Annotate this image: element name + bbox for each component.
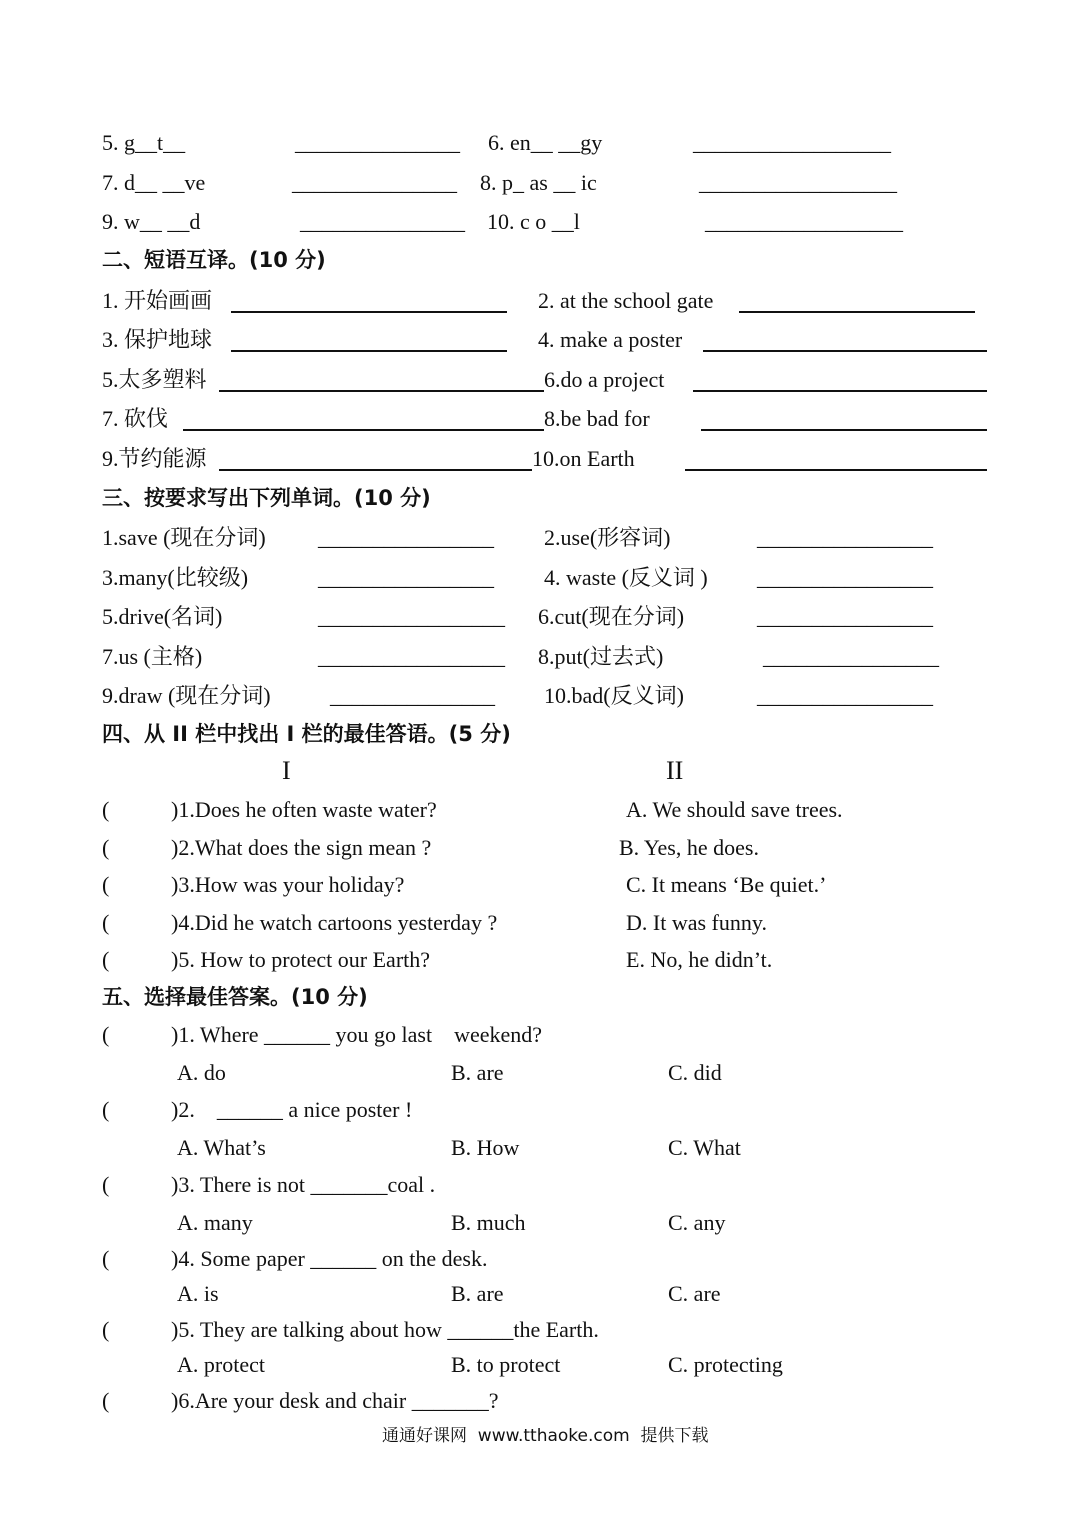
p4-row2-bracket: ( (102, 835, 110, 860)
p5-q1-text: )1. Where ______ you go last weekend? (171, 1022, 543, 1047)
part5-heading: 五、选择最佳答案。(10 分) (102, 985, 368, 1009)
p5-q6-bracket: ( (102, 1388, 110, 1413)
p3-row5-left: 9.draw (现在分词) (102, 683, 271, 708)
p2-item-1: 1. 开始画画 (102, 288, 213, 313)
p4-row1-bracket: ( (102, 797, 110, 822)
p1-row1-left: 5. g__t__ (102, 130, 186, 155)
p3-row2-blank-left: ________________ (318, 565, 494, 590)
p5-q5-bracket: ( (102, 1317, 110, 1342)
column-ii-title: II (666, 756, 684, 785)
p3-row2-blank-right: ________________ (757, 565, 933, 590)
p5-q3-option-b: B. much (451, 1210, 526, 1235)
p5-q3-option-c: C. any (668, 1210, 726, 1235)
p2-item-8: 8.be bad for (544, 406, 650, 431)
p5-q4-option-b: B. are (451, 1281, 504, 1306)
p2-item-5: 5.太多塑料 (102, 367, 207, 392)
p5-q4-bracket: ( (102, 1246, 110, 1271)
p4-row2-question: )2.What does the sign mean ? (171, 835, 432, 860)
p3-row4-left: 7.us (主格) (102, 644, 203, 669)
part2-heading: 二、短语互译。(10 分) (102, 248, 326, 272)
p2-item-10: 10.on Earth (532, 446, 635, 471)
p2-answer-line-1 (231, 311, 507, 313)
p3-row4-right: 8.put(过去式) (538, 644, 664, 669)
p3-row3-blank-left: _________________ (318, 604, 505, 629)
p5-q5-option-b: B. to protect (451, 1352, 561, 1377)
p5-q3-bracket: ( (102, 1172, 110, 1197)
p2-item-9: 9.节约能源 (102, 446, 207, 471)
p4-row5-answer: E. No, he didn’t. (626, 947, 773, 972)
p4-row2-answer: B. Yes, he does. (619, 835, 759, 860)
p3-row2-right: 4. waste (反义词 ) (544, 565, 708, 590)
p5-q1-option-a: A. do (177, 1060, 226, 1085)
p5-q5-option-a: A. protect (177, 1352, 265, 1377)
p5-q3-option-a: A. many (177, 1210, 253, 1235)
p4-row4-answer: D. It was funny. (626, 910, 767, 935)
p2-answer-line-2 (739, 311, 975, 313)
p3-row1-blank-right: ________________ (757, 525, 933, 550)
p5-q5-text: )5. They are talking about how ______the Earth. (171, 1317, 599, 1342)
p3-row4-blank-right: ________________ (763, 644, 939, 669)
p1-row3-left: 9. w__ __d (102, 209, 201, 234)
p2-answer-line-8 (701, 429, 987, 431)
p5-q1-option-b: B. are (451, 1060, 504, 1085)
p1-row3-blank-left: _______________ (300, 209, 465, 234)
p5-q2-option-a: A. What’s (177, 1135, 266, 1160)
p3-row1-right: 2.use(形容词) (544, 525, 671, 550)
p1-row3-right: 10. c o __l (487, 209, 580, 234)
p1-row2-right: 8. p_ as __ ic (480, 170, 597, 195)
p2-answer-line-7 (183, 429, 544, 431)
p4-row1-question: )1.Does he often waste water? (171, 797, 437, 822)
p2-item-6: 6.do a project (544, 367, 665, 392)
p2-answer-line-5 (219, 390, 544, 392)
p2-answer-line-3 (231, 350, 507, 352)
p4-row3-question: )3.How was your holiday? (171, 872, 405, 897)
p2-answer-line-6 (693, 390, 987, 392)
p3-row1-blank-left: ________________ (318, 525, 494, 550)
p4-row3-answer: C. It means ‘Be quiet.’ (626, 872, 827, 897)
p2-answer-line-4 (703, 350, 987, 352)
p5-q2-option-b: B. How (451, 1135, 520, 1160)
p3-row2-left: 3.many(比较级) (102, 565, 249, 590)
p1-row2-blank-right: __________________ (699, 170, 897, 195)
p5-q1-option-c: C. did (668, 1060, 722, 1085)
p4-row4-question: )4.Did he watch cartoons yesterday ? (171, 910, 498, 935)
p2-item-3: 3. 保护地球 (102, 327, 213, 352)
part4-heading: 四、从 II 栏中找出 I 栏的最佳答语。(5 分) (102, 722, 511, 746)
p5-q2-option-c: C. What (668, 1135, 741, 1160)
column-i-title: I (282, 756, 291, 785)
p4-row4-bracket: ( (102, 910, 110, 935)
p3-row5-right: 10.bad(反义词) (544, 683, 684, 708)
p2-answer-line-9 (219, 469, 532, 471)
p4-row1-answer: A. We should save trees. (626, 797, 843, 822)
p3-row5-blank-left: _______________ (330, 683, 495, 708)
p2-item-2: 2. at the school gate (538, 288, 714, 313)
p2-item-4: 4. make a poster (538, 327, 683, 352)
p1-row2-left: 7. d__ __ve (102, 170, 206, 195)
p4-row5-question: )5. How to protect our Earth? (171, 947, 431, 972)
p5-q1-bracket: ( (102, 1022, 110, 1047)
p5-q4-option-a: A. is (177, 1281, 219, 1306)
p1-row1-right: 6. en__ __gy (488, 130, 603, 155)
p1-row1-blank-right: __________________ (693, 130, 891, 155)
p5-q2-bracket: ( (102, 1097, 110, 1122)
p5-q5-option-c: C. protecting (668, 1352, 783, 1377)
p3-row3-right: 6.cut(现在分词) (538, 604, 685, 629)
p4-row3-bracket: ( (102, 872, 110, 897)
p1-row1-blank-left: _______________ (295, 130, 460, 155)
p3-row1-left: 1.save (现在分词) (102, 525, 266, 550)
p5-q6-text: )6.Are your desk and chair _______? (171, 1388, 499, 1413)
p5-q4-text: )4. Some paper ______ on the desk. (171, 1246, 488, 1271)
page-footer: 通通好课网 www.tthaoke.com 提供下载 (382, 1426, 709, 1446)
p1-row2-blank-left: _______________ (292, 170, 457, 195)
p5-q2-text: )2. ______ a nice poster ! (171, 1097, 413, 1122)
p2-answer-line-10 (685, 469, 987, 471)
p3-row4-blank-left: _________________ (318, 644, 505, 669)
p4-row5-bracket: ( (102, 947, 110, 972)
p3-row3-blank-right: ________________ (757, 604, 933, 629)
part3-heading: 三、按要求写出下列单词。(10 分) (102, 486, 431, 510)
p5-q4-option-c: C. are (668, 1281, 721, 1306)
p3-row3-left: 5.drive(名词) (102, 604, 223, 629)
p5-q3-text: )3. There is not _______coal . (171, 1172, 436, 1197)
p3-row5-blank-right: ________________ (757, 683, 933, 708)
p2-item-7: 7. 砍伐 (102, 406, 169, 431)
p1-row3-blank-right: __________________ (705, 209, 903, 234)
